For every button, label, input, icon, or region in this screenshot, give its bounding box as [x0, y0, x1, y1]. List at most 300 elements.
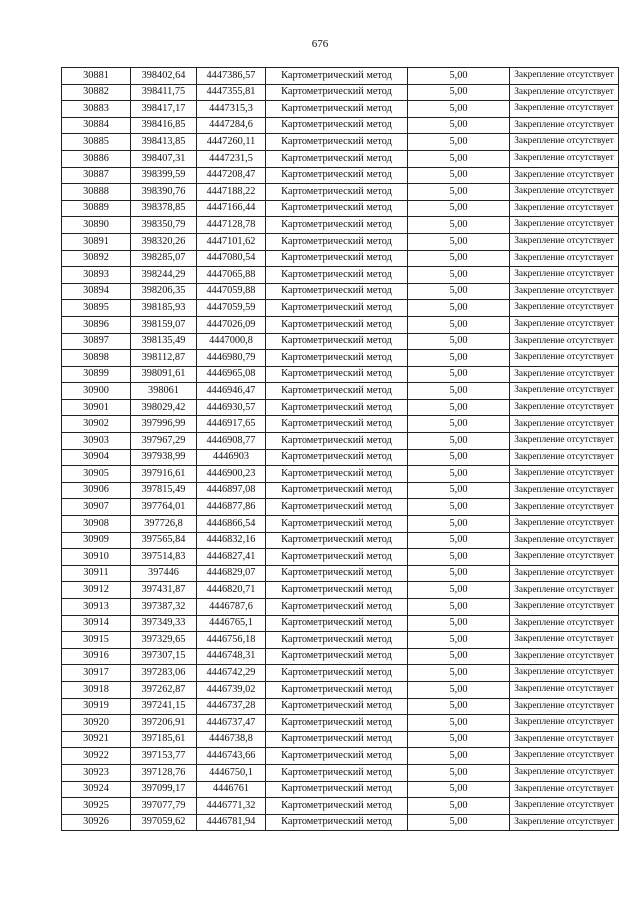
precision-cell: 5,00	[408, 798, 510, 815]
fixation-cell: Закрепление отсутствует	[510, 516, 619, 533]
x-coordinate-cell: 397059,62	[131, 814, 197, 831]
x-coordinate-cell: 397726,8	[131, 516, 197, 533]
method-cell: Картометрический метод	[266, 267, 408, 284]
fixation-cell: Закрепление отсутствует	[510, 167, 619, 184]
method-cell: Картометрический метод	[266, 516, 408, 533]
table-row	[62, 582, 619, 599]
table-row	[62, 350, 619, 367]
precision-cell: 5,00	[408, 350, 510, 367]
y-coordinate-cell: 4446917,65	[197, 416, 266, 433]
x-coordinate-cell: 398135,49	[131, 333, 197, 350]
method-cell: Картометрический метод	[266, 449, 408, 466]
x-coordinate-cell: 397815,49	[131, 482, 197, 499]
y-coordinate-cell: 4446897,08	[197, 482, 266, 499]
y-coordinate-cell: 4446832,16	[197, 532, 266, 549]
method-cell: Картометрический метод	[266, 200, 408, 217]
method-cell: Картометрический метод	[266, 632, 408, 649]
x-coordinate-cell: 397206,91	[131, 715, 197, 732]
method-cell: Картометрический метод	[266, 599, 408, 616]
fixation-cell: Закрепление отсутствует	[510, 764, 619, 781]
y-coordinate-cell: 4446900,23	[197, 466, 266, 483]
y-coordinate-cell: 4447315,3	[197, 101, 266, 118]
method-cell: Картометрический метод	[266, 416, 408, 433]
precision-cell: 5,00	[408, 399, 510, 416]
page-number: 676	[311, 38, 329, 50]
table-row	[62, 764, 619, 781]
method-cell: Картометрический метод	[266, 117, 408, 134]
y-coordinate-cell: 4446781,94	[197, 814, 266, 831]
precision-cell: 5,00	[408, 150, 510, 167]
y-coordinate-cell: 4446903	[197, 449, 266, 466]
table-row	[62, 300, 619, 317]
table-row	[62, 482, 619, 499]
fixation-cell: Закрепление отсутствует	[510, 582, 619, 599]
table-row	[62, 316, 619, 333]
table-row	[62, 416, 619, 433]
fixation-cell: Закрепление отсутствует	[510, 184, 619, 201]
table-row	[62, 565, 619, 582]
table-row	[62, 366, 619, 383]
point-number-cell: 30893	[62, 267, 131, 284]
table-row	[62, 184, 619, 201]
point-number-cell: 30897	[62, 333, 131, 350]
x-coordinate-cell: 398285,07	[131, 250, 197, 267]
precision-cell: 5,00	[408, 648, 510, 665]
fixation-cell: Закрепление отсутствует	[510, 217, 619, 234]
point-number-cell: 30925	[62, 798, 131, 815]
point-number-cell: 30908	[62, 516, 131, 533]
x-coordinate-cell: 398417,17	[131, 101, 197, 118]
y-coordinate-cell: 4446761	[197, 781, 266, 798]
table-row	[62, 599, 619, 616]
point-number-cell: 30915	[62, 632, 131, 649]
y-coordinate-cell: 4447284,6	[197, 117, 266, 134]
precision-cell: 5,00	[408, 599, 510, 616]
point-number-cell: 30903	[62, 433, 131, 450]
point-number-cell: 30898	[62, 350, 131, 367]
fixation-cell: Закрепление отсутствует	[510, 615, 619, 632]
fixation-cell: Закрепление отсутствует	[510, 681, 619, 698]
precision-cell: 5,00	[408, 715, 510, 732]
precision-cell: 5,00	[408, 814, 510, 831]
precision-cell: 5,00	[408, 167, 510, 184]
x-coordinate-cell: 397099,17	[131, 781, 197, 798]
y-coordinate-cell: 4447355,81	[197, 84, 266, 101]
fixation-cell: Закрепление отсутствует	[510, 117, 619, 134]
table-row	[62, 117, 619, 134]
fixation-cell: Закрепление отсутствует	[510, 549, 619, 566]
precision-cell: 5,00	[408, 748, 510, 765]
y-coordinate-cell: 4447059,88	[197, 283, 266, 300]
fixation-cell: Закрепление отсутствует	[510, 665, 619, 682]
method-cell: Картометрический метод	[266, 681, 408, 698]
fixation-cell: Закрепление отсутствует	[510, 632, 619, 649]
y-coordinate-cell: 4446743,66	[197, 748, 266, 765]
table-row	[62, 798, 619, 815]
table-row	[62, 781, 619, 798]
fixation-cell: Закрепление отсутствует	[510, 449, 619, 466]
table-row	[62, 233, 619, 250]
precision-cell: 5,00	[408, 516, 510, 533]
point-number-cell: 30888	[62, 184, 131, 201]
fixation-cell: Закрепление отсутствует	[510, 300, 619, 317]
method-cell: Картометрический метод	[266, 781, 408, 798]
precision-cell: 5,00	[408, 764, 510, 781]
y-coordinate-cell: 4446738,8	[197, 731, 266, 748]
table-row	[62, 383, 619, 400]
fixation-cell: Закрепление отсутствует	[510, 532, 619, 549]
method-cell: Картометрический метод	[266, 68, 408, 85]
x-coordinate-cell: 397307,15	[131, 648, 197, 665]
fixation-cell: Закрепление отсутствует	[510, 798, 619, 815]
table-row	[62, 217, 619, 234]
point-number-cell: 30919	[62, 698, 131, 715]
table-row	[62, 68, 619, 85]
method-cell: Картометрический метод	[266, 532, 408, 549]
table-row	[62, 150, 619, 167]
table-row	[62, 399, 619, 416]
point-number-cell: 30913	[62, 599, 131, 616]
fixation-cell: Закрепление отсутствует	[510, 399, 619, 416]
precision-cell: 5,00	[408, 250, 510, 267]
method-cell: Картометрический метод	[266, 748, 408, 765]
point-number-cell: 30890	[62, 217, 131, 234]
table-row	[62, 715, 619, 732]
method-cell: Картометрический метод	[266, 399, 408, 416]
x-coordinate-cell: 397128,76	[131, 764, 197, 781]
method-cell: Картометрический метод	[266, 383, 408, 400]
fixation-cell: Закрепление отсутствует	[510, 499, 619, 516]
method-cell: Картометрический метод	[266, 731, 408, 748]
method-cell: Картометрический метод	[266, 615, 408, 632]
method-cell: Картометрический метод	[266, 300, 408, 317]
table-row	[62, 681, 619, 698]
fixation-cell: Закрепление отсутствует	[510, 68, 619, 85]
precision-cell: 5,00	[408, 449, 510, 466]
table-row	[62, 549, 619, 566]
x-coordinate-cell: 398061	[131, 383, 197, 400]
point-number-cell: 30906	[62, 482, 131, 499]
x-coordinate-cell: 397996,99	[131, 416, 197, 433]
x-coordinate-cell: 397077,79	[131, 798, 197, 815]
point-number-cell: 30894	[62, 283, 131, 300]
precision-cell: 5,00	[408, 200, 510, 217]
y-coordinate-cell: 4446737,47	[197, 715, 266, 732]
x-coordinate-cell: 398413,85	[131, 134, 197, 151]
y-coordinate-cell: 4447260,11	[197, 134, 266, 151]
precision-cell: 5,00	[408, 217, 510, 234]
precision-cell: 5,00	[408, 433, 510, 450]
method-cell: Картометрический метод	[266, 134, 408, 151]
method-cell: Картометрический метод	[266, 582, 408, 599]
point-number-cell: 30882	[62, 84, 131, 101]
x-coordinate-cell: 398185,93	[131, 300, 197, 317]
fixation-cell: Закрепление отсутствует	[510, 250, 619, 267]
point-number-cell: 30909	[62, 532, 131, 549]
method-cell: Картометрический метод	[266, 814, 408, 831]
point-number-cell: 30926	[62, 814, 131, 831]
point-number-cell: 30887	[62, 167, 131, 184]
table-row	[62, 748, 619, 765]
table-row	[62, 698, 619, 715]
point-number-cell: 30884	[62, 117, 131, 134]
fixation-cell: Закрепление отсутствует	[510, 233, 619, 250]
y-coordinate-cell: 4447026,09	[197, 316, 266, 333]
fixation-cell: Закрепление отсутствует	[510, 200, 619, 217]
fixation-cell: Закрепление отсутствует	[510, 482, 619, 499]
method-cell: Картометрический метод	[266, 482, 408, 499]
x-coordinate-cell: 398416,85	[131, 117, 197, 134]
x-coordinate-cell: 398350,79	[131, 217, 197, 234]
y-coordinate-cell: 4446980,79	[197, 350, 266, 367]
x-coordinate-cell: 398399,59	[131, 167, 197, 184]
y-coordinate-cell: 4446829,07	[197, 565, 266, 582]
table-row	[62, 84, 619, 101]
precision-cell: 5,00	[408, 333, 510, 350]
fixation-cell: Закрепление отсутствует	[510, 267, 619, 284]
precision-cell: 5,00	[408, 549, 510, 566]
coordinates-table-body	[62, 68, 619, 831]
precision-cell: 5,00	[408, 731, 510, 748]
precision-cell: 5,00	[408, 267, 510, 284]
table-row	[62, 134, 619, 151]
point-number-cell: 30901	[62, 399, 131, 416]
x-coordinate-cell: 397283,06	[131, 665, 197, 682]
table-row	[62, 433, 619, 450]
precision-cell: 5,00	[408, 283, 510, 300]
table-row	[62, 333, 619, 350]
y-coordinate-cell: 4447188,22	[197, 184, 266, 201]
fixation-cell: Закрепление отсутствует	[510, 731, 619, 748]
y-coordinate-cell: 4446771,32	[197, 798, 266, 815]
fixation-cell: Закрепление отсутствует	[510, 134, 619, 151]
point-number-cell: 30886	[62, 150, 131, 167]
precision-cell: 5,00	[408, 565, 510, 582]
point-number-cell: 30895	[62, 300, 131, 317]
fixation-cell: Закрепление отсутствует	[510, 565, 619, 582]
point-number-cell: 30885	[62, 134, 131, 151]
table-row	[62, 250, 619, 267]
precision-cell: 5,00	[408, 134, 510, 151]
method-cell: Картометрический метод	[266, 283, 408, 300]
y-coordinate-cell: 4446765,1	[197, 615, 266, 632]
x-coordinate-cell: 397565,84	[131, 532, 197, 549]
table-row	[62, 466, 619, 483]
y-coordinate-cell: 4446820,71	[197, 582, 266, 599]
y-coordinate-cell: 4447208,47	[197, 167, 266, 184]
table-row	[62, 449, 619, 466]
point-number-cell: 30921	[62, 731, 131, 748]
table-row	[62, 200, 619, 217]
method-cell: Картометрический метод	[266, 333, 408, 350]
fixation-cell: Закрепление отсутствует	[510, 814, 619, 831]
method-cell: Картометрический метод	[266, 665, 408, 682]
point-number-cell: 30892	[62, 250, 131, 267]
point-number-cell: 30912	[62, 582, 131, 599]
method-cell: Картометрический метод	[266, 715, 408, 732]
x-coordinate-cell: 397967,29	[131, 433, 197, 450]
method-cell: Картометрический метод	[266, 466, 408, 483]
y-coordinate-cell: 4446787,6	[197, 599, 266, 616]
x-coordinate-cell: 398206,35	[131, 283, 197, 300]
point-number-cell: 30920	[62, 715, 131, 732]
table-row	[62, 648, 619, 665]
method-cell: Картометрический метод	[266, 433, 408, 450]
y-coordinate-cell: 4446742,29	[197, 665, 266, 682]
x-coordinate-cell: 398112,87	[131, 350, 197, 367]
method-cell: Картометрический метод	[266, 150, 408, 167]
precision-cell: 5,00	[408, 300, 510, 317]
method-cell: Картометрический метод	[266, 84, 408, 101]
point-number-cell: 30911	[62, 565, 131, 582]
precision-cell: 5,00	[408, 698, 510, 715]
fixation-cell: Закрепление отсутствует	[510, 366, 619, 383]
precision-cell: 5,00	[408, 532, 510, 549]
table-row	[62, 731, 619, 748]
fixation-cell: Закрепление отсутствует	[510, 466, 619, 483]
x-coordinate-cell: 397938,99	[131, 449, 197, 466]
y-coordinate-cell: 4446946,47	[197, 383, 266, 400]
fixation-cell: Закрепление отсутствует	[510, 648, 619, 665]
y-coordinate-cell: 4447101,62	[197, 233, 266, 250]
precision-cell: 5,00	[408, 184, 510, 201]
fixation-cell: Закрепление отсутствует	[510, 333, 619, 350]
precision-cell: 5,00	[408, 101, 510, 118]
x-coordinate-cell: 398320,26	[131, 233, 197, 250]
fixation-cell: Закрепление отсутствует	[510, 350, 619, 367]
point-number-cell: 30899	[62, 366, 131, 383]
x-coordinate-cell: 398402,64	[131, 68, 197, 85]
y-coordinate-cell: 4446748,31	[197, 648, 266, 665]
table-row	[62, 632, 619, 649]
point-number-cell: 30910	[62, 549, 131, 566]
y-coordinate-cell: 4447080,54	[197, 250, 266, 267]
point-number-cell: 30900	[62, 383, 131, 400]
precision-cell: 5,00	[408, 665, 510, 682]
x-coordinate-cell: 397387,32	[131, 599, 197, 616]
x-coordinate-cell: 397431,87	[131, 582, 197, 599]
method-cell: Картометрический метод	[266, 366, 408, 383]
point-number-cell: 30883	[62, 101, 131, 118]
coordinates-table	[61, 67, 619, 831]
method-cell: Картометрический метод	[266, 698, 408, 715]
table-row	[62, 516, 619, 533]
table-row	[62, 814, 619, 831]
x-coordinate-cell: 397764,01	[131, 499, 197, 516]
fixation-cell: Закрепление отсутствует	[510, 316, 619, 333]
precision-cell: 5,00	[408, 632, 510, 649]
precision-cell: 5,00	[408, 499, 510, 516]
y-coordinate-cell: 4446866,54	[197, 516, 266, 533]
precision-cell: 5,00	[408, 233, 510, 250]
y-coordinate-cell: 4447128,78	[197, 217, 266, 234]
x-coordinate-cell: 398029,42	[131, 399, 197, 416]
y-coordinate-cell: 4446750,1	[197, 764, 266, 781]
precision-cell: 5,00	[408, 68, 510, 85]
point-number-cell: 30907	[62, 499, 131, 516]
fixation-cell: Закрепление отсутствует	[510, 599, 619, 616]
method-cell: Картометрический метод	[266, 565, 408, 582]
x-coordinate-cell: 398244,29	[131, 267, 197, 284]
y-coordinate-cell: 4446739,02	[197, 681, 266, 698]
fixation-cell: Закрепление отсутствует	[510, 383, 619, 400]
fixation-cell: Закрепление отсутствует	[510, 715, 619, 732]
y-coordinate-cell: 4446965,08	[197, 366, 266, 383]
y-coordinate-cell: 4446827,41	[197, 549, 266, 566]
y-coordinate-cell: 4446930,57	[197, 399, 266, 416]
method-cell: Картометрический метод	[266, 499, 408, 516]
table-row	[62, 267, 619, 284]
method-cell: Картометрический метод	[266, 764, 408, 781]
x-coordinate-cell: 397349,33	[131, 615, 197, 632]
table-row	[62, 532, 619, 549]
point-number-cell: 30896	[62, 316, 131, 333]
point-number-cell: 30917	[62, 665, 131, 682]
point-number-cell: 30918	[62, 681, 131, 698]
precision-cell: 5,00	[408, 781, 510, 798]
y-coordinate-cell: 4447000,8	[197, 333, 266, 350]
fixation-cell: Закрепление отсутствует	[510, 101, 619, 118]
method-cell: Картометрический метод	[266, 350, 408, 367]
x-coordinate-cell: 397262,87	[131, 681, 197, 698]
method-cell: Картометрический метод	[266, 167, 408, 184]
precision-cell: 5,00	[408, 681, 510, 698]
point-number-cell: 30922	[62, 748, 131, 765]
precision-cell: 5,00	[408, 316, 510, 333]
y-coordinate-cell: 4447386,57	[197, 68, 266, 85]
point-number-cell: 30924	[62, 781, 131, 798]
precision-cell: 5,00	[408, 466, 510, 483]
method-cell: Картометрический метод	[266, 233, 408, 250]
fixation-cell: Закрепление отсутствует	[510, 781, 619, 798]
x-coordinate-cell: 398407,31	[131, 150, 197, 167]
fixation-cell: Закрепление отсутствует	[510, 150, 619, 167]
method-cell: Картометрический метод	[266, 316, 408, 333]
point-number-cell: 30905	[62, 466, 131, 483]
x-coordinate-cell: 397241,15	[131, 698, 197, 715]
fixation-cell: Закрепление отсутствует	[510, 84, 619, 101]
x-coordinate-cell: 397329,65	[131, 632, 197, 649]
method-cell: Картометрический метод	[266, 549, 408, 566]
y-coordinate-cell: 4446877,86	[197, 499, 266, 516]
table-row	[62, 283, 619, 300]
method-cell: Картометрический метод	[266, 250, 408, 267]
precision-cell: 5,00	[408, 84, 510, 101]
table-row	[62, 101, 619, 118]
point-number-cell: 30889	[62, 200, 131, 217]
point-number-cell: 30902	[62, 416, 131, 433]
point-number-cell: 30891	[62, 233, 131, 250]
point-number-cell: 30923	[62, 764, 131, 781]
precision-cell: 5,00	[408, 383, 510, 400]
precision-cell: 5,00	[408, 117, 510, 134]
precision-cell: 5,00	[408, 482, 510, 499]
method-cell: Картометрический метод	[266, 184, 408, 201]
point-number-cell: 30904	[62, 449, 131, 466]
precision-cell: 5,00	[408, 615, 510, 632]
x-coordinate-cell: 397153,77	[131, 748, 197, 765]
y-coordinate-cell: 4447231,5	[197, 150, 266, 167]
y-coordinate-cell: 4446756,18	[197, 632, 266, 649]
method-cell: Картометрический метод	[266, 101, 408, 118]
point-number-cell: 30881	[62, 68, 131, 85]
fixation-cell: Закрепление отсутствует	[510, 283, 619, 300]
x-coordinate-cell: 398378,85	[131, 200, 197, 217]
x-coordinate-cell: 397446	[131, 565, 197, 582]
y-coordinate-cell: 4446908,77	[197, 433, 266, 450]
table-row	[62, 167, 619, 184]
x-coordinate-cell: 398411,75	[131, 84, 197, 101]
